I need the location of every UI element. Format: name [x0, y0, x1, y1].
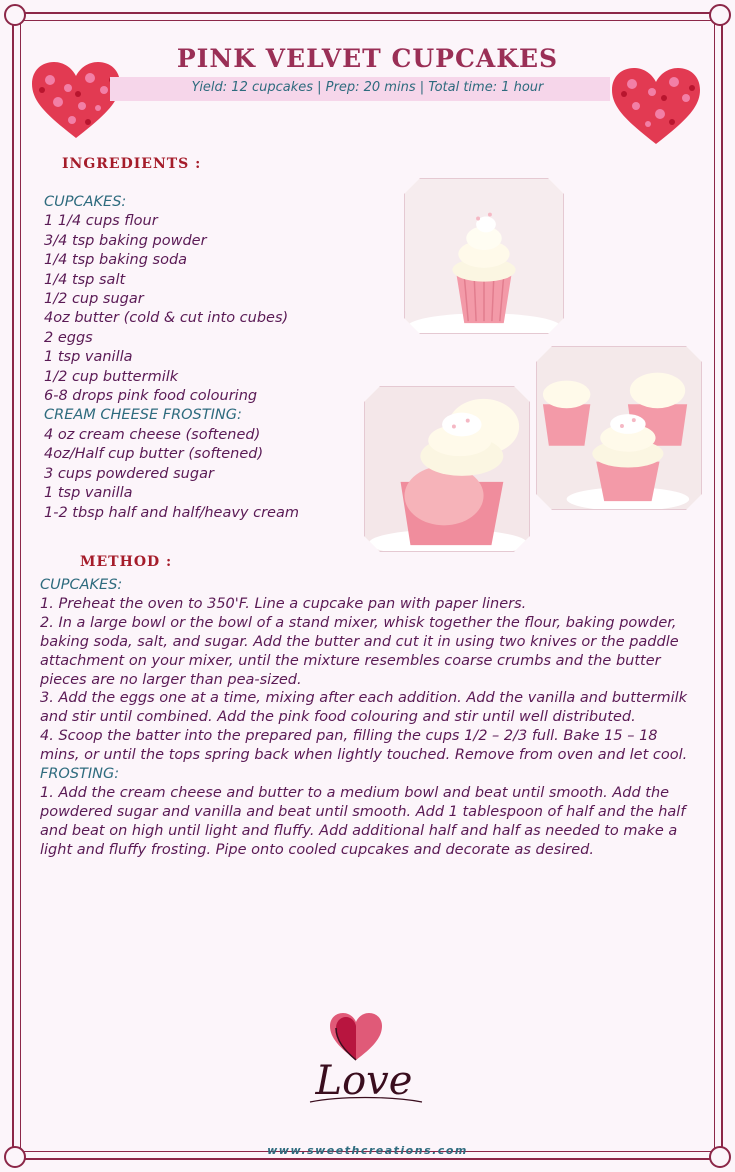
ingredients-list [44, 193, 374, 523]
cupcake-photo-3 [364, 386, 530, 552]
recipe-title: PINK VELVET CUPCAKES [176, 44, 559, 73]
ingredient-item: 1/2 cup sugar [44, 291, 144, 308]
love-text: Love [315, 1058, 413, 1104]
method-cupcakes-label: CUPCAKES: [40, 577, 123, 593]
ingredient-item: 2 eggs [44, 329, 93, 346]
ingredient-item: 3 cups powdered sugar [44, 465, 214, 482]
ingredient-item: 1 1/4 cups flour [44, 213, 158, 230]
frosting-label: CREAM CHEESE FROSTING: [44, 407, 242, 424]
cupcake-photo-1 [404, 178, 564, 334]
method-heading: METHOD : [80, 554, 173, 570]
ingredient-item: 1 tsp vanilla [44, 349, 133, 366]
yield-line: Yield: 12 cupcakes | Prep: 20 mins | Total time: 1 hour [191, 80, 544, 95]
ingredient-item: 4oz butter (cold & cut into cubes) [44, 310, 289, 327]
method-step: 1. Preheat the oven to 350'F. Line a cupcake pan with paper liners. [40, 595, 527, 612]
method-step: 4. Scoop the batter into the prepared pan, filling the cups 1/2 – 2/3 full. Bake 15 – 18 mins, or until the tops spring back when lightly touched. Remove from oven and let cool. [40, 728, 688, 764]
ingredient-item: 1/2 cup buttermilk [44, 368, 179, 385]
corner-ornament-top-right [709, 4, 731, 26]
ingredient-item: 4 oz cream cheese (softened) [44, 426, 261, 443]
hearts-decoration-right [608, 64, 704, 148]
ingredient-item: 1-2 tbsp half and half/heavy cream [44, 504, 299, 521]
ingredient-item: 1/4 tsp baking soda [44, 252, 188, 269]
method-step: 3. Add the eggs one at a time, mixing after each addition. Add the vanilla and buttermilk and stir until combined. Add the pink food colouring and stir until well distributed. [40, 690, 688, 726]
ingredient-item: 1 tsp vanilla [44, 485, 133, 502]
ingredient-item: 6-8 drops pink food colouring [44, 388, 258, 405]
love-logo [300, 1008, 430, 1108]
cupcake-photo-2 [536, 346, 702, 510]
website-url: www.sweethcreations.com [267, 1144, 468, 1157]
ingredient-item: 4oz/Half cup butter (softened) [44, 446, 264, 463]
cupcakes-label: CUPCAKES: [44, 194, 127, 210]
corner-ornament-top-left [4, 4, 26, 26]
method-step: 2. In a large bowl or the bowl of a stand mixer, whisk together the flour, baking powder, baking soda, salt, and sugar. Add the butter and cut it in using two knives or the paddle attachment on your mixer, until the mixture resembles coarse crumbs and the butter pieces are no larger than pea-sized. [40, 614, 679, 688]
ingredients-heading: INGREDIENTS : [62, 156, 202, 172]
ingredient-item: 1/4 tsp salt [44, 271, 126, 288]
ingredient-item: 3/4 tsp baking powder [44, 232, 207, 249]
method-step: 1. Add the cream cheese and butter to a medium bowl and beat until smooth. Add the powdered sugar and vanilla and beat until smooth. Add 1 tablespoon of half and the half and beat on high until light and fluffy. Add additional half and half as needed to make a light and fluffy frosting. Pipe onto cooled cupcakes and decorate as desired. [40, 784, 686, 858]
method-frosting-label: FROSTING: [40, 766, 120, 783]
method-section [40, 576, 700, 860]
